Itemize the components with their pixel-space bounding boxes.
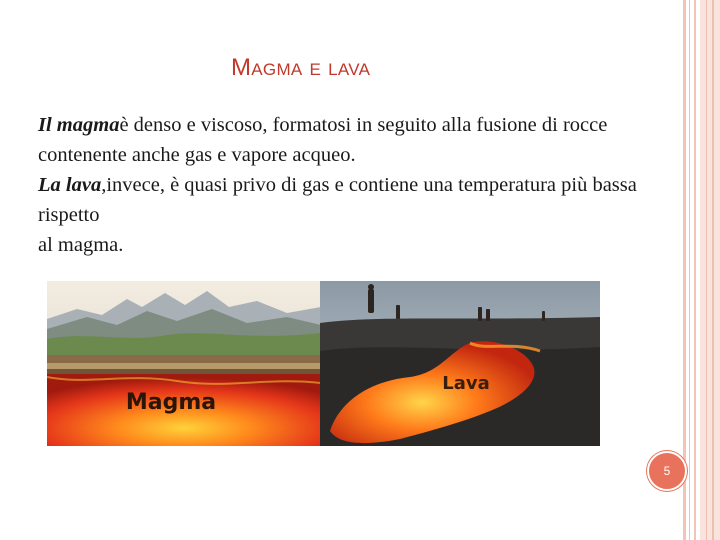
slide-title: Magma e lava <box>231 54 371 81</box>
paragraph-magma-text: è denso e viscoso, formatosi in seguito alla fusione di rocce contenente anche gas e vapore acqueo. <box>38 114 608 166</box>
magma-label: Magma <box>125 390 217 415</box>
decor-stripe <box>689 0 690 540</box>
decor-band <box>700 0 720 540</box>
paragraph-lava-text: ,invece, è quasi privo di gas e contiene una temperatura più bassa rispetto <box>38 174 637 226</box>
term-magma: Il magma <box>38 114 120 136</box>
lava-image <box>320 281 600 446</box>
paragraph-end: al magma. <box>38 234 124 256</box>
lava-label: Lava <box>442 373 490 394</box>
decor-stripe <box>694 0 696 540</box>
decor-stripe <box>712 0 714 540</box>
slide-body <box>38 110 668 260</box>
magma-image <box>47 281 321 446</box>
magma-illustration <box>47 281 321 446</box>
decor-stripe <box>706 0 707 540</box>
term-lava: La lava <box>38 174 102 196</box>
paragraph-lava <box>38 170 668 230</box>
page-number-badge: 5 <box>647 451 687 491</box>
paragraph-magma <box>38 110 668 170</box>
lava-illustration <box>320 281 600 446</box>
